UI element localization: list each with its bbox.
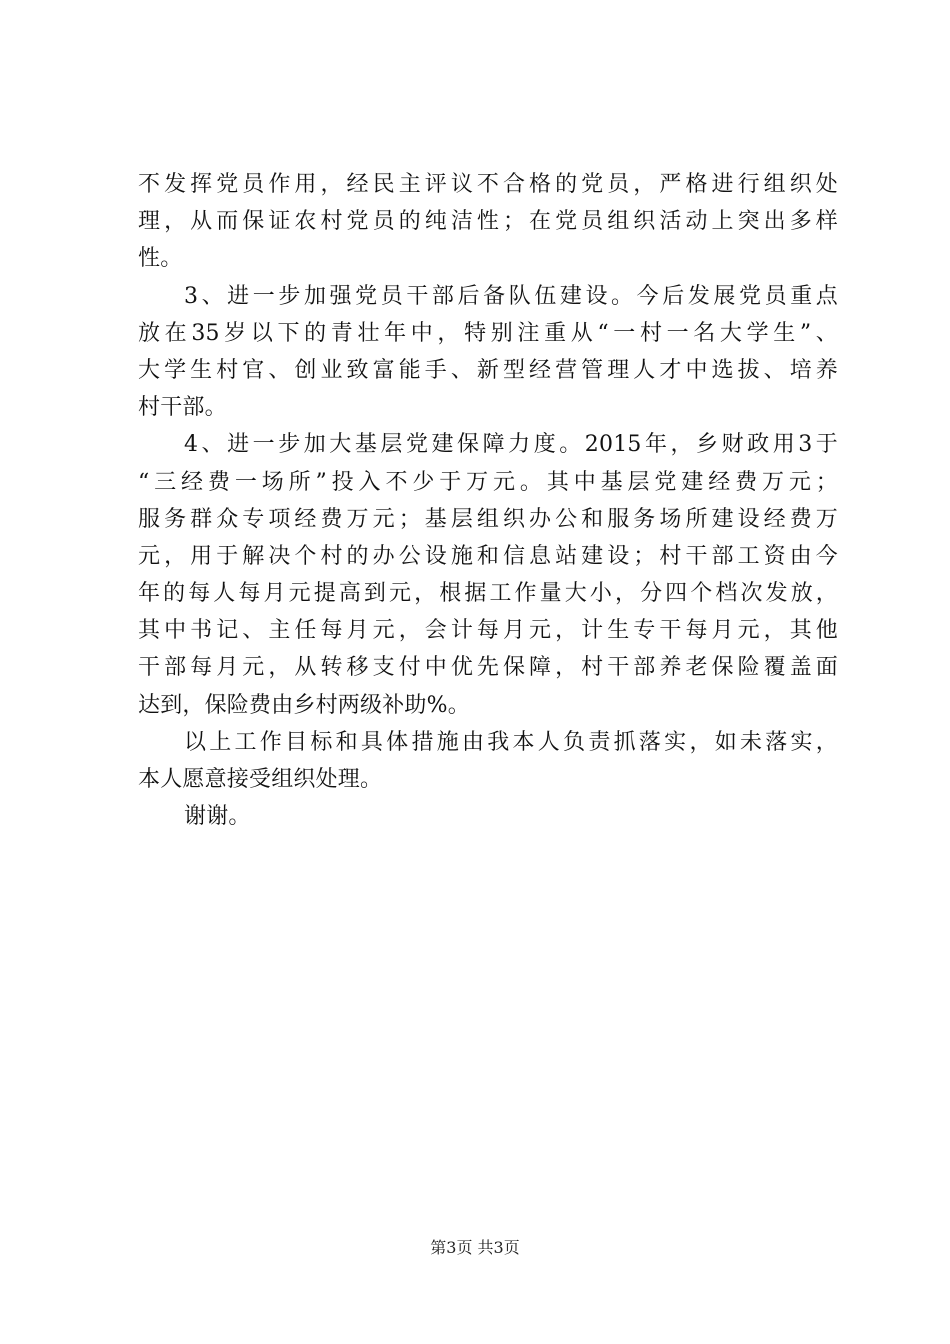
text-line: 干部每月元，从转移支付中优先保障，村干部养老保险覆盖面	[138, 655, 838, 681]
text-line: 谢谢。	[184, 804, 251, 830]
text-line: 达到，保险费由乡村两级补助%。	[138, 692, 470, 718]
text-line: 村干部。	[138, 395, 227, 421]
text-line: “三经费一场所”投入不少于万元。其中基层党建经费万元；	[138, 469, 838, 495]
text-line: 放在35岁以下的青壮年中，特别注重从“一村一名大学生”、	[138, 320, 838, 346]
page-footer: 第3页 共3页	[430, 1238, 520, 1257]
text-line: 服务群众专项经费万元；基层组织办公和服务场所建设经费万	[138, 506, 838, 532]
text-line: 理，从而保证农村党员的纯洁性；在党员组织活动上突出多样	[138, 209, 838, 235]
text-line: 其中书记、主任每月元，会计每月元，计生专干每月元，其他	[138, 618, 838, 644]
text-line: 性。	[138, 246, 183, 272]
document-body	[138, 166, 838, 835]
text-line: 以上工作目标和具体措施由我本人负责抓落实，如未落实，	[184, 729, 838, 755]
text-line: 本人愿意接受组织处理。	[138, 767, 383, 792]
text-line: 3、进一步加强党员干部后备队伍建设。今后发展党员重点	[184, 283, 838, 309]
text-line: 年的每人每月元提高到元，根据工作量大小，分四个档次发放，	[138, 581, 838, 607]
text-line: 4、进一步加大基层党建保障力度。2015年，乡财政用3于	[184, 432, 838, 458]
text-line: 大学生村官、创业致富能手、新型经营管理人才中选拔、培养	[138, 357, 838, 383]
text-line: 不发挥党员作用，经民主评议不合格的党员，严格进行组织处	[138, 172, 838, 197]
text-line: 元，用于解决个村的办公设施和信息站建设；村干部工资由今	[138, 543, 838, 569]
